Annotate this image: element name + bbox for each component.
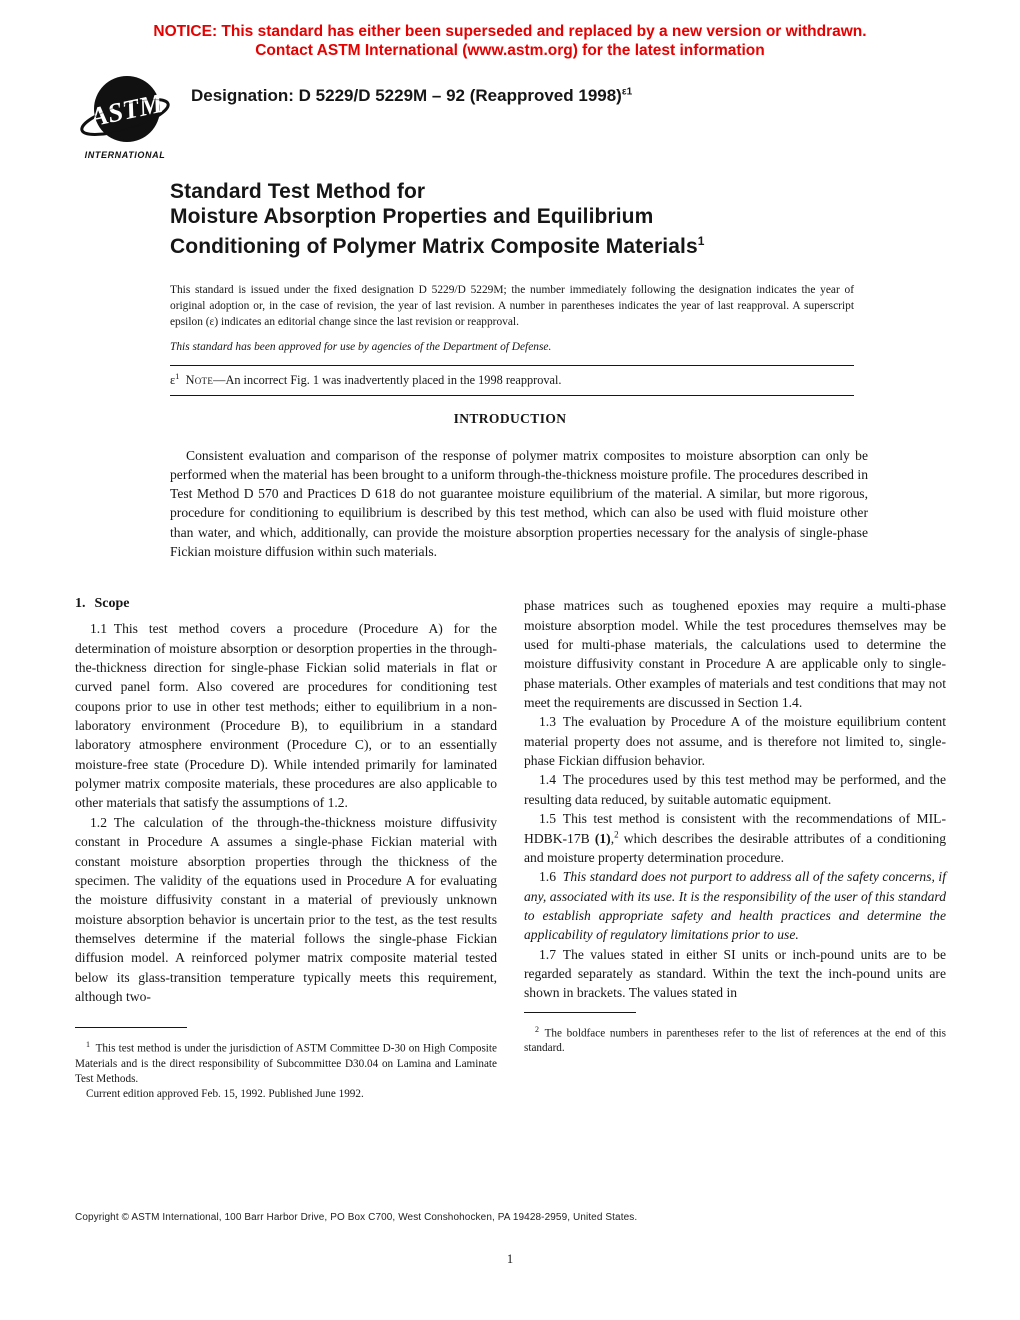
- designation-code: D 5229/D 5229M – 92 (Reapproved 1998): [298, 86, 622, 105]
- paragraph-1-2-continued: phase matrices such as toughened epoxies may require a multi-phase moisture absorption model. While the test procedures themselves may be used for multi-phase materials, the calculations used to determine the moisture diffusivity constant in Procedure A are applicable only to single-phase materials. Other examples of materials and test conditions that may not meet the requirements are discussed in Section 1.4.: [524, 598, 946, 711]
- paragraph-1-1: 1.1 This test method covers a procedure (Procedure A) for the determination of moisture absorption or desorption properties in the through-the-thickness direction for single-phase Fickian solid materials in flat or curved panel form. Also covered are procedures for conditioning test coupons prior to use in other test methods; either to equilibrium in a non-laboratory environment (Procedure B), to equilibrium in a standard laboratory atmosphere environment (Procedure C), or to an essentially moisture-free state (Procedure D). While intended primarily for laminated polymer matrix composite materials, these procedures are also applicable to other materials that satisfy the assumptions of 1.2.: [75, 621, 497, 811]
- paragraph-1-5-pre: 1.5 This test method is consistent with the recommendations of MIL-HDBK-17B: [524, 811, 946, 846]
- paragraph-1-5-ref: (1): [594, 830, 611, 846]
- footnote-1-line2: Current edition approved Feb. 15, 1992. Published June 1992.: [86, 1087, 364, 1100]
- logo-international-label: INTERNATIONAL: [84, 150, 166, 160]
- left-column: [75, 596, 497, 1102]
- editorial-note-label: Note: [185, 372, 214, 387]
- paragraph-1-2: 1.2 The calculation of the through-the-thickness moisture diffusivity constant in Procedure A assumes a single-phase Fickian material with constant moisture absorption properties through the thickness of the specimen. The validity of the equations used in Procedure A for evaluating the moisture diffusivity constant in a material of previously unknown moisture absorption behavior is uncertain prior to the test, as the test results themselves determine if the material follows the single-phase Fickian diffusion model. A reinforced polymer matrix composite material tested below its glass-transition temperature typically meets this requirement, although two-: [75, 814, 497, 1004]
- copyright-line: Copyright © ASTM International, 100 Barr Harbor Drive, PO Box C700, West Conshohocken, PA 19428-2959, United States.: [75, 1212, 638, 1223]
- notice-line-2: Contact ASTM International (www.astm.org) for the latest information: [255, 42, 765, 59]
- document-title: [170, 180, 925, 260]
- astm-globe-icon: [79, 73, 171, 149]
- paragraph-1-5-sup: 2: [614, 828, 619, 839]
- page-number: 1: [506, 1252, 514, 1266]
- notice-line-1: NOTICE: This standard has either been superseded and replaced by a new version or withdrawn.: [153, 23, 867, 40]
- scope-heading-number: 1.: [75, 596, 86, 612]
- title-line-3-text: Conditioning of Polymer Matrix Composite Materials: [170, 235, 698, 258]
- designation-line: [191, 86, 632, 106]
- footnote-2-marker: 2: [535, 1024, 539, 1034]
- paragraph-1-6-number: 1.6: [539, 869, 556, 885]
- designation-epsilon-sup: ε1: [621, 86, 633, 98]
- footnote-1-text: [75, 1037, 497, 1087]
- astm-logo: [73, 73, 177, 160]
- paragraph-1-5-comma: ,: [610, 830, 615, 846]
- footnote-1-marker: 1: [86, 1040, 90, 1050]
- front-matter: [170, 282, 854, 396]
- editorial-note-epsilon: ε: [170, 372, 176, 387]
- footnote-2: [524, 1012, 946, 1057]
- paragraph-1-5-post: which describes the desirable attributes of a conditioning and moisture property determination procedure.: [524, 830, 946, 865]
- title-line-3: [170, 229, 925, 260]
- paragraph-1-6-text: This standard does not purport to address all of the safety concerns, if any, associated with its use. It is the responsibility of the user of this standard to establish appropriate safety and health practices and determine the applicability of regulatory limitations prior to use.: [524, 869, 946, 943]
- scope-heading: [75, 596, 497, 612]
- body-columns: [75, 596, 947, 1102]
- designation-label: Designation:: [191, 86, 299, 105]
- right-column: [524, 596, 946, 1102]
- svg-text:ASTM: ASTM: [87, 87, 166, 133]
- footnote-2-body: The boldface numbers in parentheses refer to the list of references at the end of this standard.: [524, 1027, 946, 1055]
- introduction-paragraph: Consistent evaluation and comparison of the response of polymer matrix composites to moisture absorption can only be performed when the material has been brought to a uniform through-the-thickness moisture profile. The procedures described in Test Method D 570 and Practices D 618 do not guarantee moisture equilibrium of the material. A similar, but more rigorous, procedure for conditioning to equilibrium is described by this test method, which can also be used with fluid moisture other than water, and which, additionally, can provide the moisture absorption properties necessary for the analysis of single-phase Fickian moisture diffusion within such materials.: [170, 447, 868, 560]
- footnote-1: [75, 1027, 497, 1102]
- paragraph-1-5: [524, 809, 946, 867]
- footnote-2-divider: [524, 1012, 636, 1013]
- footnote-2-text: [524, 1022, 946, 1057]
- title-line-2: Moisture Absorption Properties and Equilibrium: [170, 204, 654, 228]
- title-footnote-ref: 1: [697, 234, 705, 248]
- paragraph-1-4: 1.4 The procedures used by this test method may be performed, and the resulting data reduced, by suitable automatic equipment.: [524, 772, 946, 807]
- dod-approval-note: This standard has been approved for use by agencies of the Department of Defense.: [170, 340, 552, 353]
- issuance-paragraph: This standard is issued under the fixed designation D 5229/D 5229M; the number immediately following the designation indicates the year of original adoption or, in the case of revision, the year of last revision. A number in parentheses indicates the year of last reapproval. A superscript epsilon (ε) indicates an editorial change since the last revision or reapproval.: [170, 283, 854, 328]
- supersession-notice: [0, 0, 1020, 60]
- header-row: [73, 73, 1020, 160]
- scope-heading-label: Scope: [94, 596, 130, 612]
- editorial-note-block: [170, 365, 854, 396]
- editorial-note-sup: 1: [175, 370, 180, 381]
- editorial-note: [170, 371, 854, 388]
- paragraph-1-7: 1.7 The values stated in either SI units or inch-pound units are to be regarded separately as standard. Within the text the inch-pound units are shown in brackets. The values stated in: [524, 946, 946, 1001]
- paragraph-1-6: [524, 867, 946, 944]
- title-line-1: Standard Test Method for: [170, 180, 426, 203]
- editorial-note-text: —An incorrect Fig. 1 was inadvertently placed in the 1998 reapproval.: [213, 372, 562, 387]
- paragraph-1-3: 1.3 The evaluation by Procedure A of the moisture equilibrium content material property does not assume, and is therefore not limited to, single-phase Fickian diffusion behavior.: [524, 714, 946, 769]
- introduction-heading: INTRODUCTION: [453, 410, 567, 426]
- footnote-1-body: This test method is under the jurisdiction of ASTM Committee D-30 on High Composite Materials and is the direct responsibility of Subcommittee D30.04 on Lamina and Laminate Test Methods.: [75, 1042, 497, 1085]
- footnote-1-divider: [75, 1027, 187, 1028]
